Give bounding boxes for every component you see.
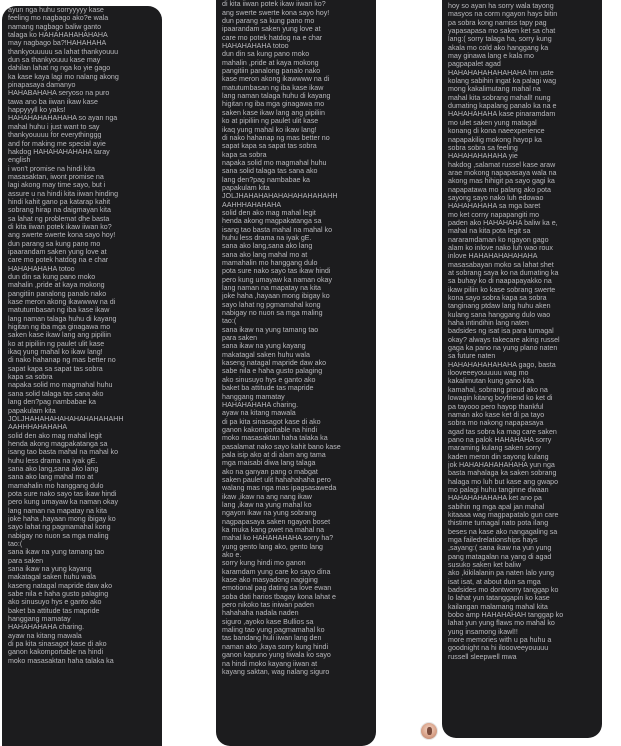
avatar[interactable] bbox=[420, 722, 438, 740]
message-text-middle: di kita iiwan potek ikaw iiwan ko? ang swerte swerte kona sayo hoy! dun parang sa kung pano mo ipaarandam saken yung love at care mo potek hatdog na e char HAHAHAHAHA totoo dun din sa kung pano moko mahalin ,pride at kaya mokong pangitiin panalong panalo nako kase meron akong ikawwww na di matutumbasan ng iba kase ikaw lang naman talaga huhu di kayang higitan ng iba mga ginagawa mo saken kase ikaw lang ang pipiliin ko at pipiliin ng paulet ulit kase ikaq yung mahal ko ikaw lang! di nako hahanap ng mas better no sapat kapa sa sapat tas sobra kapa sa sobra napaka solid mo magmahal huhu sana solid talaga tas sana ako lang den?pag nambabae ka papakulam kita JOLJHAHAHAHAHAHAHAHAHAHH AAHHHAHAHAHA solid den ako mag mahal legit henda akong magpakatanga sa isang tao basta mahal na mahal ko huhu less drama na iyak gE. sana ako lang,sana ako lang sana ako lang mahal mo at mamahalin mo hanggang dulo pota sure nako sayo tas ikaw hindi pero kung umayaw ka naman okay lang naman na mapatay na kita joke haha ,hayaan mong ibigay ko sayo lahat ng pgmamahal kong nabigay no nuon sa mga maling tao:( sana ikaw na yung tamang tao para saken sana ikaw na yung kayang makatagal saken huhu wala kaseng natagal mapride daw ako sabe nila e haha gusto palaging ako sinusuyo hys e ganto ako baket ba attitude tas mapride hanggang mamatay HAHAHAHAHA charing. ayaw na kitang mawala di pa kita sinasagot kase di ako ganon kakomportable na hindi moko masasaktan haha talaka ka pasalamat nako sayo kahit bano kase pala isip ako at di alam ang tama mga maisabi diwa lang talaga ako na ganyan pang o mabgat saken paulet ulit hahahahaha pero walang mas nga mas ipagsasaweda ikaw ,ikaw na ang nang ikaw lang ,ikaw na yung mahal ko ngayon ikaw na yung sobrang nagpapasaya saken ngayon boset ka muka kang pwet na mahal na mahal ko HAHAHAHAHA sorry ha? yung gento lang ako, gento lang ako e. sorry kung hindi mo ganon karamdam yung care ko sayo dina kase ako masyadong nagiging emotional pag dating sa love ewan soba dati harios tbagay kona lahat e pero nikoko tas iniwan paden hahahaha nadala naden siguro ,ayoko kase Bullios sa maling tao yung pagmamahal ko tas bandang huli iiwan lang den naman ako ,kaya sorry kung hindi ganon kapuno yung tiwala ko sayo na hindi moko kayang iiwan at kayang saktan, wag nalang siguro bbox=[222, 0, 341, 676]
message-bubble-right bbox=[442, 0, 602, 738]
message-text-right: hoy so ayan ha sorry wala tayong masyos na corm ngayon hays bitin pa sobra kong namiss tapy pag yapasapasa mo saken ket sa chat lang:( sorry talaga ha, sorry kung akala mo cold ako hanggang ka may ginawa lang e kala mo pagpapalet agad HAHAHAHAHAHAHAHA hm uste kolang sabihin ingat ka palagi wag mong kakalimutang mahal na mahal kita sobrang mahall! nung dumating kapalang panalo ka na e HAHAHAHAHA kase pinaramdam mo ulet saken yung matagal konang di kona naeexperience napapakilig mokong hayop ka sobra sobra sa feeling HAHAHAHAHAHA yie hakdog ,salamat russel kase araw arae mokong napapasaya wala na akong mas hihigit pa sayo gagi ka napapatawa mo palang ako pota sayong sayo nako luh edowao HAHAHAHAHA sa mga baret mo ket corny napapangiti mo paden ako HAHAHAHA baliw ka e, mahal na kita pota legit sa nararamdaman ko ngayon gago alam ko inlove nako luh wao roux inlove HAHAHAHAHAHAHA masasabayan moko sa lahat shet at sobrang saya ko na dumating ka sa buhay ko di naapapayakko na ikaw piliin ko kase sobrang swerte kona sayo sobra kapa sa sobra tanginang ptdaw lang huhu aken kulang sana hanggang dulo wao haha intindihin lang naten badsides ng isat isa para tumagal okay? always takecare aking russel gaga ka pano na yung plano naten sa future naten HAHAHAHAHAHAHA gago, basta ilooveeeyouuuuu wag mo kakalimutan kung gano kita kamahal, sobrang proud ako na lowagin kitang boyfriend ko ket di pa tayooo pero hayop thankful naman ako kase ket di pa tayo sobra mo nakong napapasaya agad tas sobra ka mag care saken pano na palok HAHAHAHA sorry maraming kulang saken sorry kaden meron din sayong kulang jok HAHAHAHAHAHAHA yun nga basta mahalaga ka saken sobrang halaga mo luh but kase ang gwapo mo palagi huhu tanginne dwaan HAHAHAHAHAHA ket ano pa sabihin ng mga apal jan mahal kitaaaa wag magpapatalo gun care thistime tumagal nato pota ilang beses na kase ako nangagaling sa mga failedrelationships hays ,sayang:( sana ikaw na yun yung pang matagalan na yang di agad susuko saken ket baliw ako ,kikilalanin pa naten lalo yung isat isat, at about dun sa mga badsides mo dontworry tanggap ko lo lahat yun tatanggapin ko kase kailangan malamang mahal kita bobo amp HAHAHAHAH tanggap ko lahat yun yung flaws mo mahal ko yung insamong ikawl!! more memories with u pa huhu a goodnight na hi iloooveeyouuuu russell sleepwell mwa bbox=[448, 2, 564, 661]
message-bubble-middle bbox=[216, 0, 376, 746]
message-bubble-left bbox=[2, 6, 162, 746]
message-text-left: ayun nga huhu sorryyyyy kase feeling mo nagbago ako?e wala namang nagbago baliw ganto talaga ko HAHAHAHAHAHAHA may nagbago ba?!HAHAHAHA thankyouuuuu sa lahat thankyouuu dun sa thankyouuu kase may dahilan lahat ng nga ko yie gago ka kase kaya lagi mo nalang akong pinapasaya damanyo HAHABAHAHA seryoso na puro tawa ano ba iiwan ikaw kase happyyyll ko yaks! HAHAHAHAHAHAHA so ayan nga mahal huhu i just want to say thankyouuuu for everythinggg and for making me special ayie hakdog HAHAHAHAHAHA taray english i won't promise na hindi kita masasaktan, iwont promise na lagi akong may time sayo, but i assure u na hindi kita iiwan hinding hindi kahit gano pa katarap kahit sobrang hirap na daigmayan kita sa lahat ng problemat dhe basta di kita iiwan potek ikaw iiwan ko? ang swerte swerte kona sayo hoy! dun parang sa kung pano mo ipaarandam saken yung love at care mo potek hatdog na e char HAHAHAHAHA totoo dun din sa kung pano moko mahalin ,pride at kaya mokong pangitiin panalong panalo nako kase meron akong ikawwww na di matutumbasan ng iba kase ikaw lang naman talaga huhu di kayang higitan ng iba mga ginagawa mo saken kase ikaw lang ang pipiliin ko at pipiliin ng paulet ulit kase ikaq yung mahal ko ikaw lang! di nako hahanap ng mas better no sapat kapa sa sapat tas sobra kapa sa sobra napaka solid mo magmahal huhu sana solid talaga tas sana ako lang den?pag nambabae ka papakulam kita JOLJHAHAHAHAHAHAHAHAHAHH AAHHHAHAHAHA solid den ako mag mahal legit henda akong magpakatanga sa isang tao basta mahal na mahal ko huhu less drama na iyak gE. sana ako lang,sana ako lang sana ako lang mahal mo at mamahalin mo hanggang dulo pota sure nako sayo tas ikaw hindi pero kung umayaw ka naman okay lang naman na mapatay na kita joke haha ,hayaan mong ibigay ko sayo lahat ng pagmamahal kong nabigay no nuon sa mga maling tao:( sana ikaw na yung tamang tao para saken sana ikaw na yung kayang makatagal saken huhu wala kaseng natagal mapride daw ako sabe nila e haha gusto palaging ako sinusuyo hys e ganto ako baket ba attitude tas mapride hanggang mamatay HAHAHAHAHA charing. ayaw na kitang mawala di pa kita sinasagot kase di ako ganon kakomportable na hindi moko masasaktan haha talaka ka bbox=[8, 6, 124, 665]
